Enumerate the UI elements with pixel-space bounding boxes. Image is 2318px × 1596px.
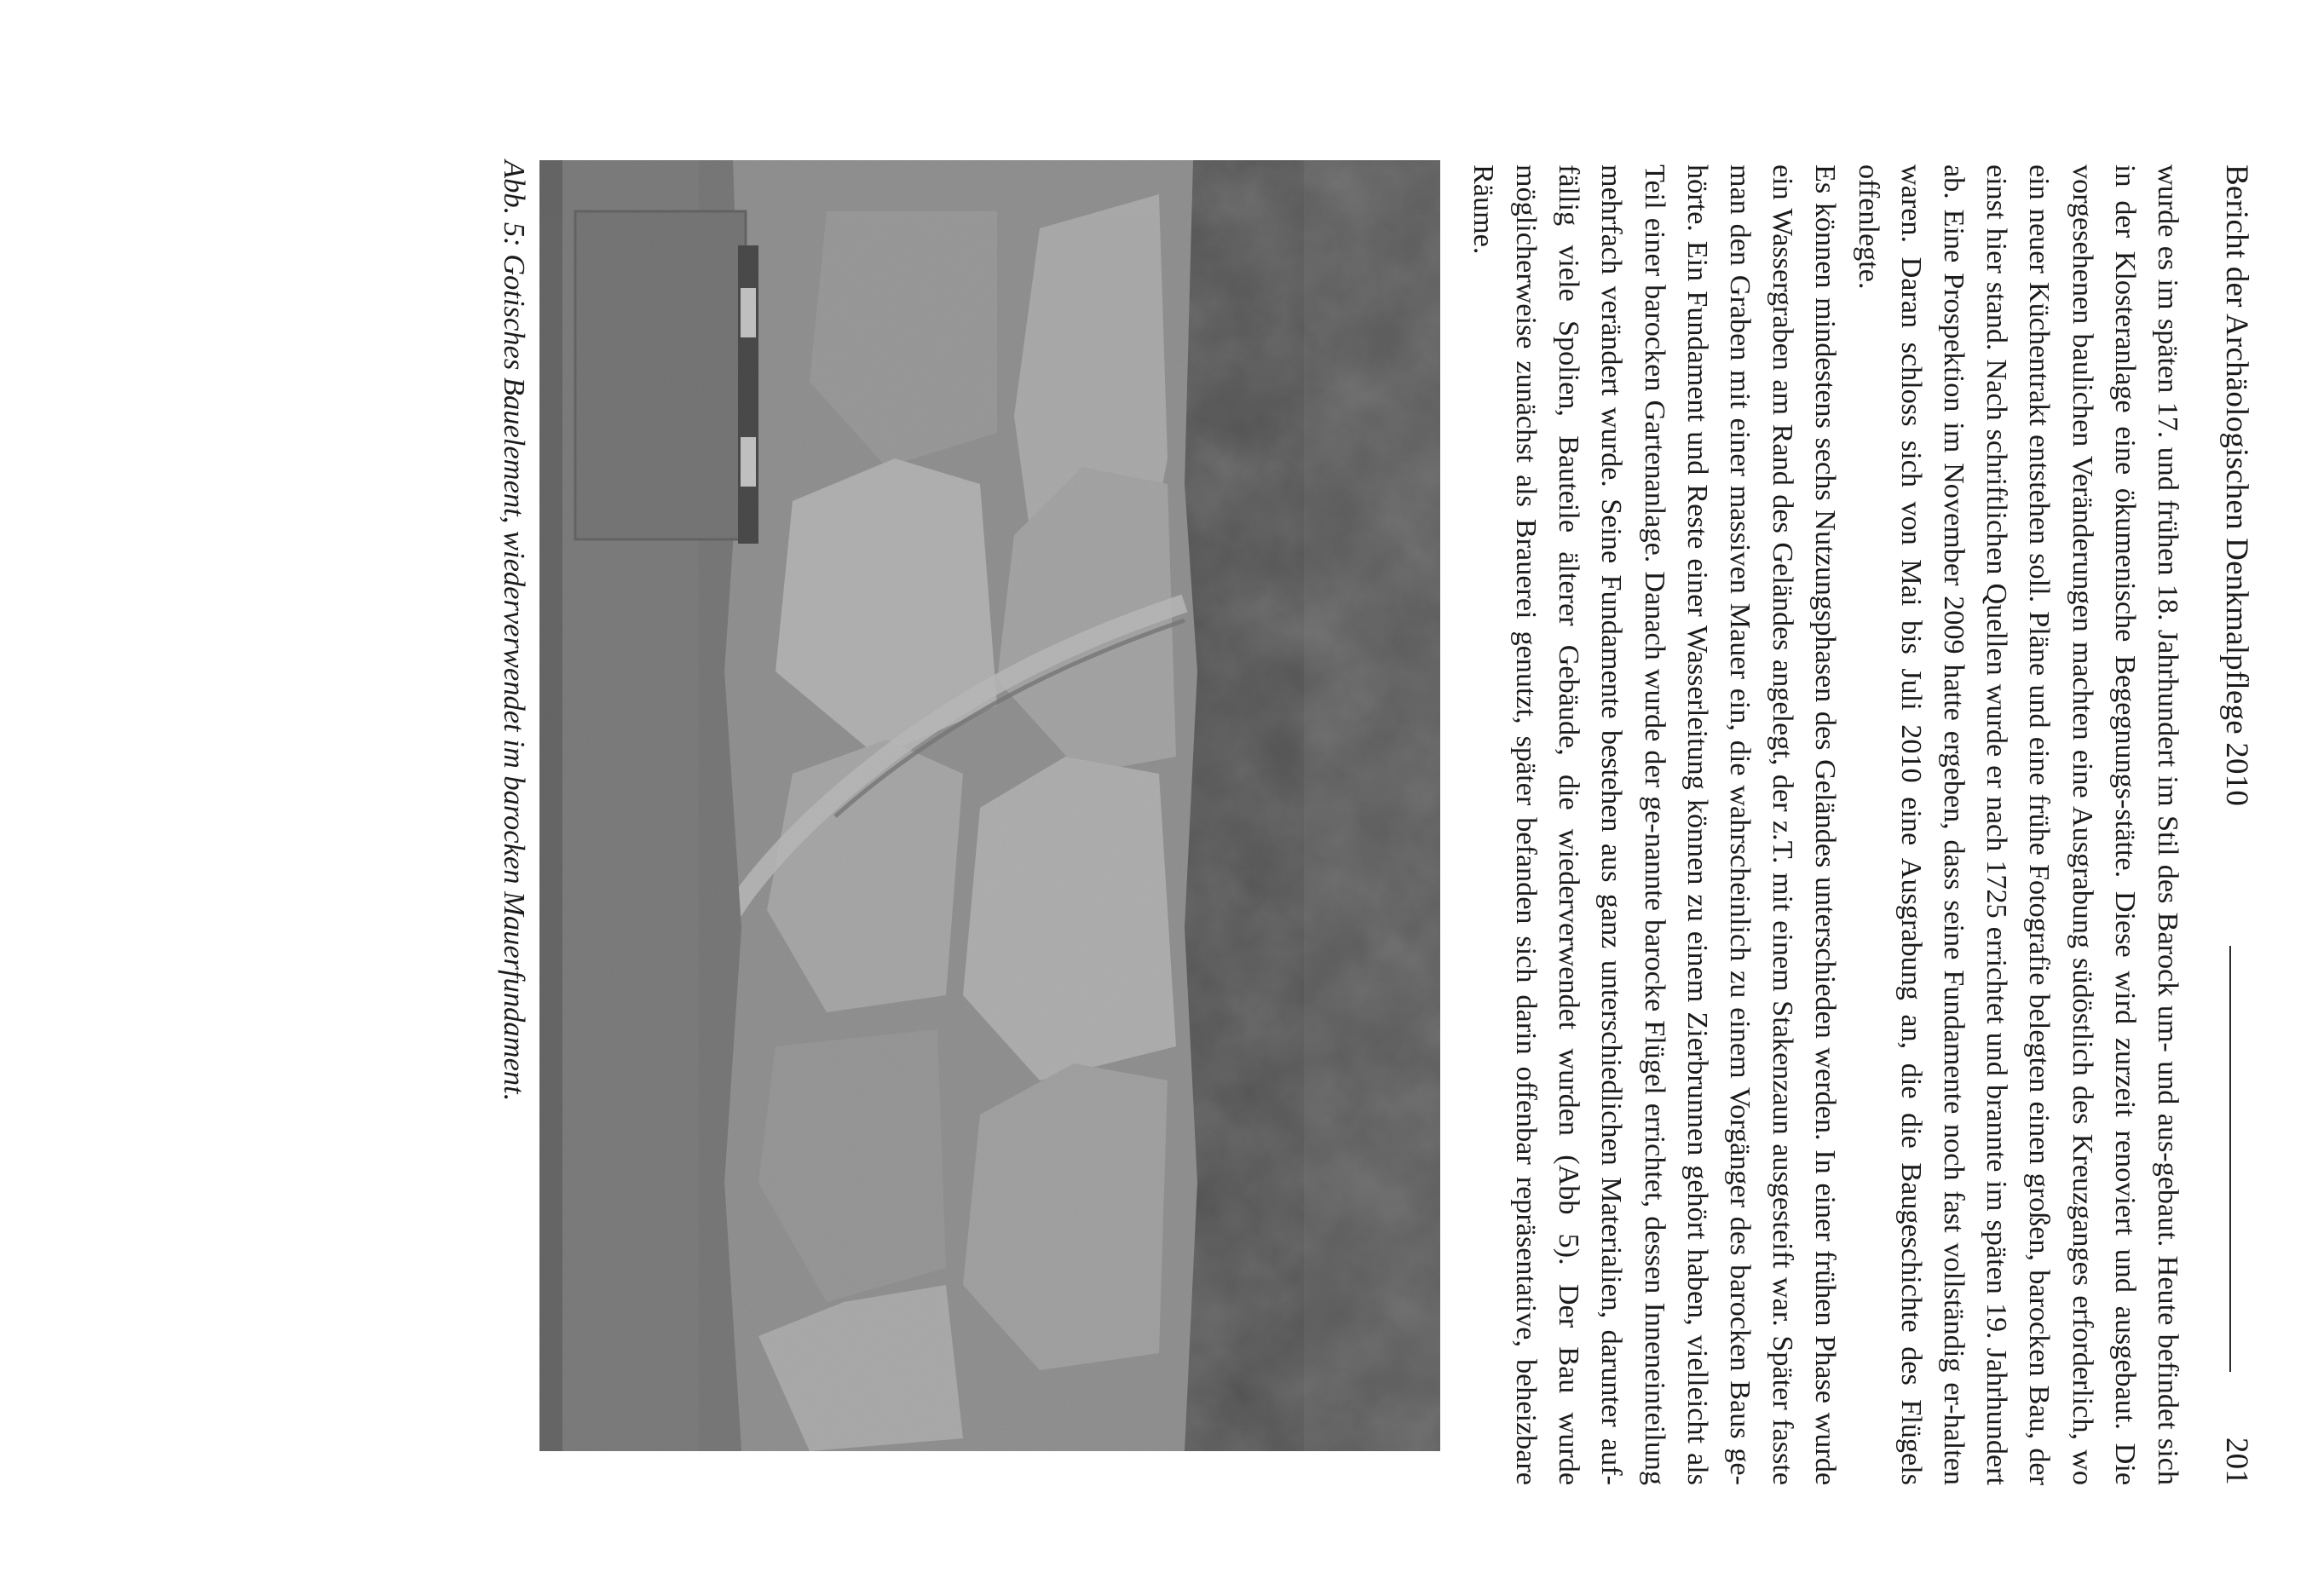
running-head-rule bbox=[2229, 946, 2231, 1372]
running-head bbox=[2204, 164, 2255, 1485]
figure-caption: Abb. 5: Gotisches Bauelement, wiederverwendet im barocken Mauerfundament. bbox=[498, 160, 530, 1102]
excavation-photo bbox=[539, 160, 1440, 1451]
paragraph: Es können mindestens sechs Nutzungsphasen des Geländes unterschieden werden. In einer frühen Phase wurde ein Wassergraben am Rand des Geländes angelegt, der z.T. mit einem Stakenzaun ausgesteift war. Später fasste man den Graben mit einer massiven Mauer ein, die wahrscheinlich zu einem Vorgänger des barocken Baus ge-hörte. Ein Fundament und Reste einer Wasserleitung können zu einem Zierbrunnen gehört haben, vielleicht als Teil einer barocken Gartenanlage. Danach wurde der ge-nannte barocke Flügel errichtet, dessen Inneneinteilung mehrfach verändert wurde. Seine Fundamente bestehen aus ganz unterschiedlichen Materialien, darunter auf-fällig viele Spolien, Bauteile älterer Gebäude, die wiederverwendet wurden (Abb 5). Der Bau wurde möglicherweise zunächst als Brauerei genutzt, später befanden sich darin offenbar repräsentative, beheizbare Räume. bbox=[1467, 164, 1842, 1485]
paragraph: wurde es im späten 17. und frühen 18. Jahrhundert im Stil des Barock um- und aus-gebaut. Heute befindet sich in der Klosteranlage eine ökumenische Begegnungs-stätte. Diese wird zurzeit renoviert und ausgebaut. Die vorgesehenen baulichen Veränderungen machten eine Ausgrabung südöstlich des Kreuzganges erforderlich, wo ein neuer Küchentrakt entstehen soll. Pläne und eine frühe Fotografie belegten einen großen, barocken Bau, der einst hier stand. Nach schriftlichen Quellen wurde er nach 1725 errichtet und brannte im späten 19. Jahrhundert ab. Eine Prospektion im November 2009 hatte ergeben, dass seine Fundamente noch fast vollständig er-halten waren. Daran schloss sich von Mai bis Juli 2010 eine Ausgrabung an, die die Baugeschichte des Flügels offenlegte. bbox=[1852, 164, 2183, 1485]
page-number: 201 bbox=[2219, 1437, 2254, 1485]
body-text bbox=[1462, 164, 2188, 1485]
running-head-title: Bericht der Archäologischen Denkmalpflege 2010 bbox=[2219, 164, 2254, 807]
